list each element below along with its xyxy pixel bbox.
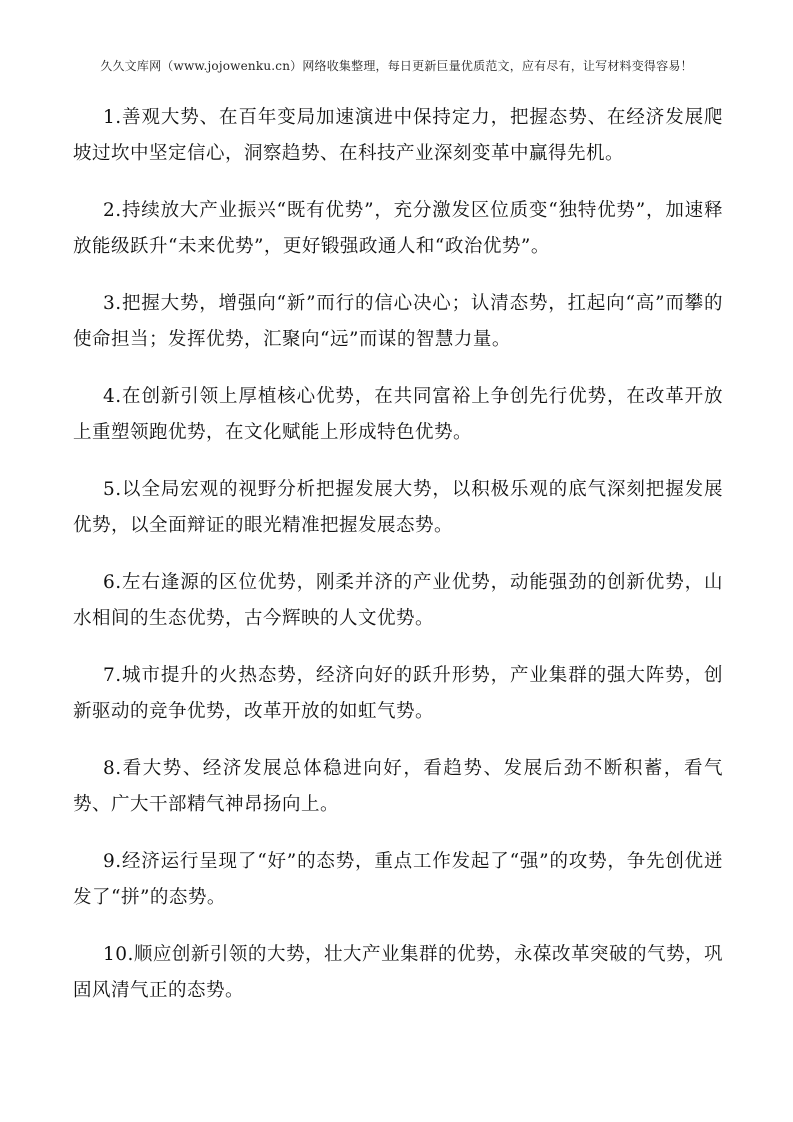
paragraph-3: 3.把握大势，增强向“新”而行的信心决心；认清态势，扛起向“高”而攀的使命担当；发挥优势，汇聚向“远”而谋的智慧力量。 <box>73 293 723 350</box>
paragraph-1: 1.善观大势、在百年变局加速演进中保持定力，把握态势、在经济发展爬坡过坎中坚定信心，洞察趋势、在科技产业深刻变革中赢得先机。 <box>73 107 723 164</box>
paragraph-5: 5.以全局宏观的视野分析把握发展大势，以积极乐观的底气深刻把握发展优势，以全面辩证的眼光精准把握发展态势。 <box>73 479 723 536</box>
paragraph-7: 7.城市提升的火热态势，经济向好的跃升形势，产业集群的强大阵势，创新驱动的竞争优势，改革开放的如虹气势。 <box>73 665 723 722</box>
paragraph-9: 9.经济运行呈现了“好”的态势，重点工作发起了“强”的攻势，争先创优迸发了“拼”的态势。 <box>73 851 723 908</box>
paragraph-8: 8.看大势、经济发展总体稳进向好，看趋势、发展后劲不断积蓄，看气势、广大干部精气神昂扬向上。 <box>73 758 723 815</box>
document-body <box>73 100 723 1030</box>
paragraph-10: 10.顺应创新引领的大势，壮大产业集群的优势，永葆改革突破的气势，巩固风清气正的态势。 <box>73 944 723 1001</box>
paragraph-6: 6.左右逢源的区位优势，刚柔并济的产业优势，动能强劲的创新优势，山水相间的生态优势，古今辉映的人文优势。 <box>73 572 723 629</box>
paragraph-2: 2.持续放大产业振兴“既有优势”，充分激发区位质变“独特优势”，加速释放能级跃升“未来优势”，更好锻强政通人和“政治优势”。 <box>73 200 723 257</box>
page-header-watermark: 久久文库网（www.jojowenku.cn）网络收集整理，每日更新巨量优质范文，应有尽有，让写材料变得容易！ <box>100 59 693 73</box>
paragraph-4: 4.在创新引领上厚植核心优势，在共同富裕上争创先行优势，在改革开放上重塑领跑优势，在文化赋能上形成特色优势。 <box>73 386 723 443</box>
